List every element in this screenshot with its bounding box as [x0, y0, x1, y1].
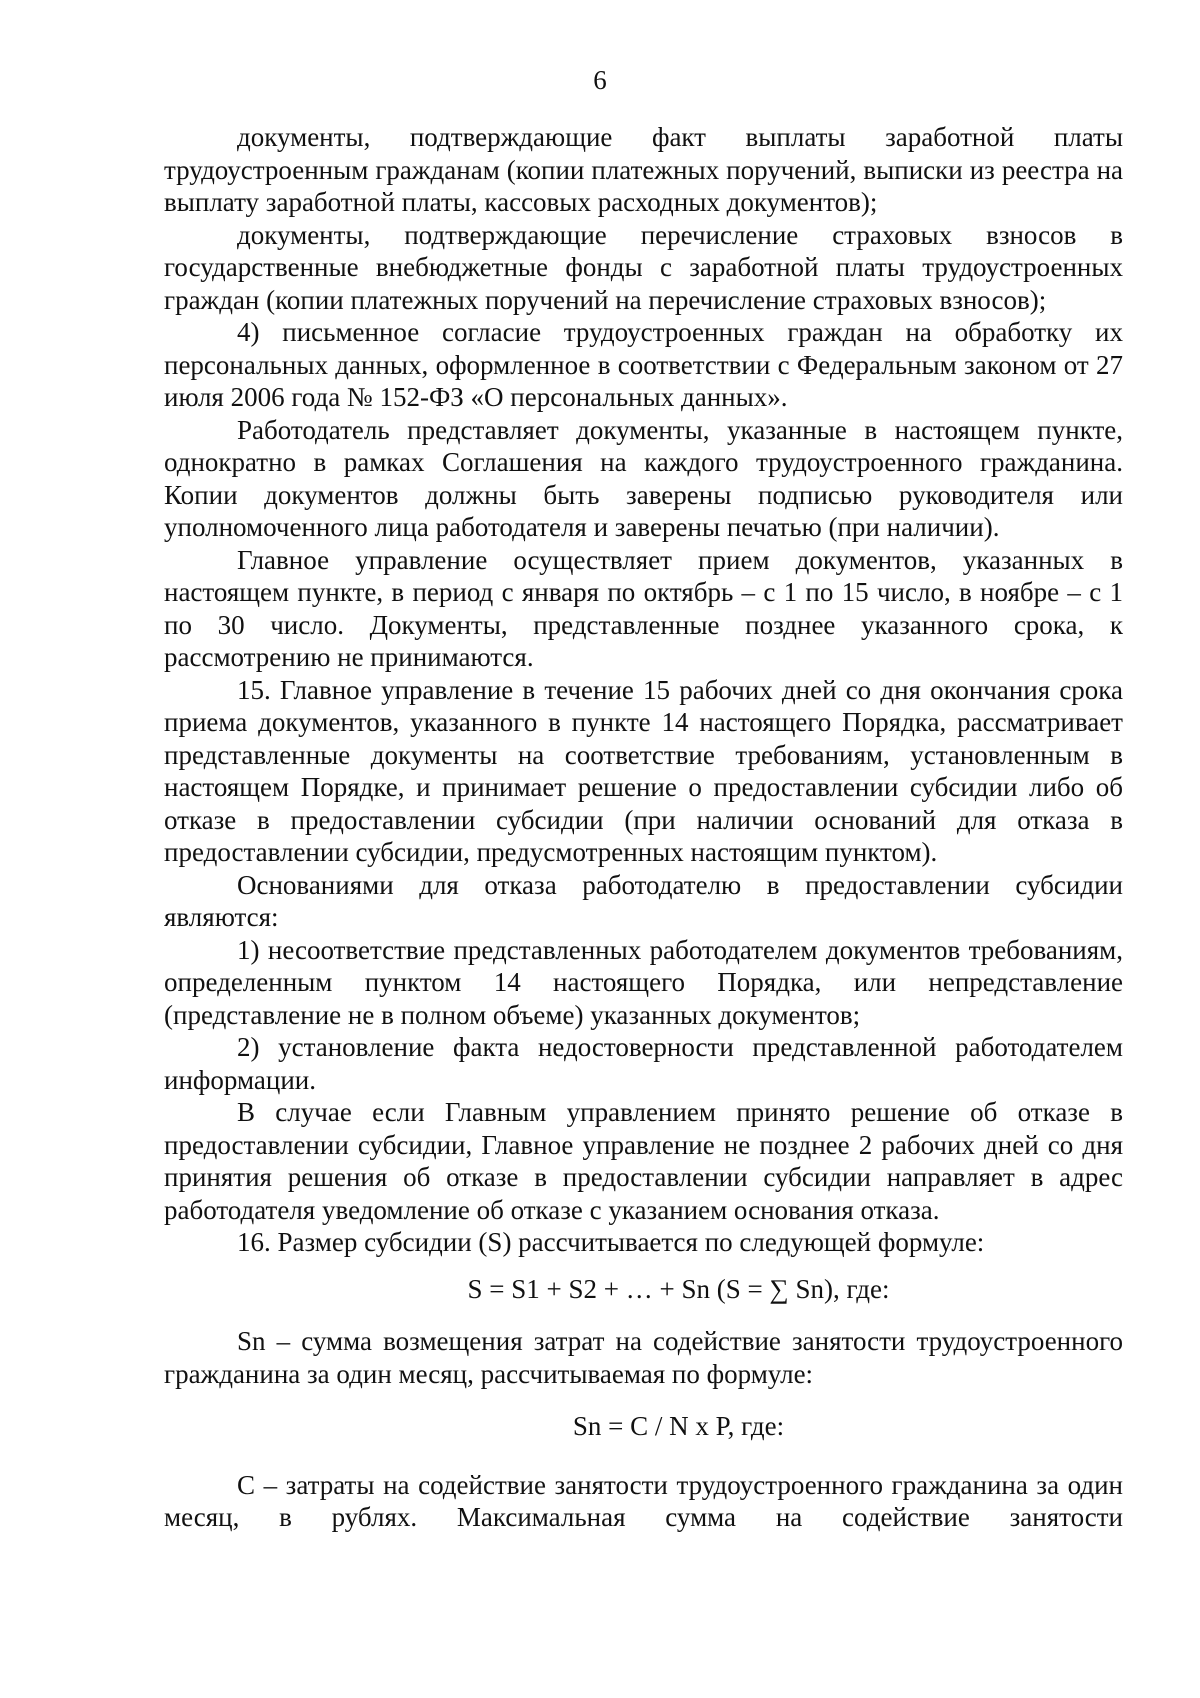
page-number: 6 [593, 65, 607, 95]
paragraph-acceptance-period: Главное управление осуществляет прием документов, указанных в настоящем пункте, в период с января по октябрь – с 1 по 15 число, в ноябре – с 1 по 30 число. Документы, представленные позднее указанного срока, к рассмотрению не принимаются. [164, 544, 1123, 672]
paragraph-consent: 4) письменное согласие трудоустроенных граждан на обработку их персональных данных, оформленное в соответствии с Федеральным законом от 27 июля 2006 года № 152-ФЗ «О персональных данных». [164, 317, 1123, 412]
paragraph-refusal-ground-2: 2) установление факта недостоверности представленной работодателем информации. [164, 1032, 1123, 1095]
paragraph-refusal-ground-1: 1) несоответствие представленных работодателем документов требованиям, определенным пунктом 14 настоящего Порядка, или непредставление (представление не в полном объеме) указанных документов; [164, 934, 1123, 1030]
paragraph-item-16: 16. Размер субсидии (S) рассчитывается по следующей формуле: [237, 1227, 985, 1257]
formula-total-subsidy: S = S1 + S2 + … + Sn (S = ∑ Sn), где: [467, 1273, 890, 1304]
paragraph-item-15: 15. Главное управление в течение 15 рабочих дней со дня окончания срока приема документов, указанного в пункте 14 настоящего Порядка, рассматривает представленные документы на соответствие требованиям, установленным в настоящем Порядке, и принимает решение о предоставлении субсидии либо об отказе в предоставлении субсидии (при наличии оснований для отказа в предоставлении субсидии, предусмотренных настоящим пунктом). [164, 674, 1123, 867]
paragraph-refusal-grounds: Основаниями для отказа работодателю в предоставлении субсидии являются: [164, 869, 1123, 932]
paragraph-c-definition: С – затраты на содействие занятости трудоустроенного гражданина за один месяц, в рублях. Максимальная сумма на содействие занятости [164, 1469, 1123, 1532]
formula-monthly-subsidy: Sn = C / N x P, где: [572, 1411, 785, 1441]
paragraph-employer-submission: Работодатель представляет документы, указанные в настоящем пункте, однократно в рамках Соглашения на каждого трудоустроенного гражданина. Копии документов должны быть заверены подписью руководителя или уполномоченного лица работодателя и заверены печатью (при наличии). [164, 414, 1123, 542]
paragraph-refusal-notice: В случае если Главным управлением принято решение об отказе в предоставлении субсидии, Главное управление не позднее 2 рабочих дней со дня принятия решения об отказе в предоставлении субсидии направляет в адрес работодателя уведомление об отказе с указанием основания отказа. [164, 1097, 1123, 1225]
paragraph-sn-definition: Sn – сумма возмещения затрат на содействие занятости трудоустроенного гражданина за один месяц, рассчитываемая по формуле: [164, 1326, 1123, 1389]
paragraph-payment-documents: документы, подтверждающие факт выплаты заработной платы трудоустроенным гражданам (копии платежных поручений, выписки из реестра на выплату заработной платы, кассовых расходных документов); [164, 122, 1123, 217]
paragraph-insurance-documents: документы, подтверждающие перечисление страховых взносов в государственные внебюджетные фонды с заработной платы трудоустроенных граждан (копии платежных поручений на перечисление страховых взносов); [164, 219, 1123, 315]
document-body [164, 121, 1123, 1534]
